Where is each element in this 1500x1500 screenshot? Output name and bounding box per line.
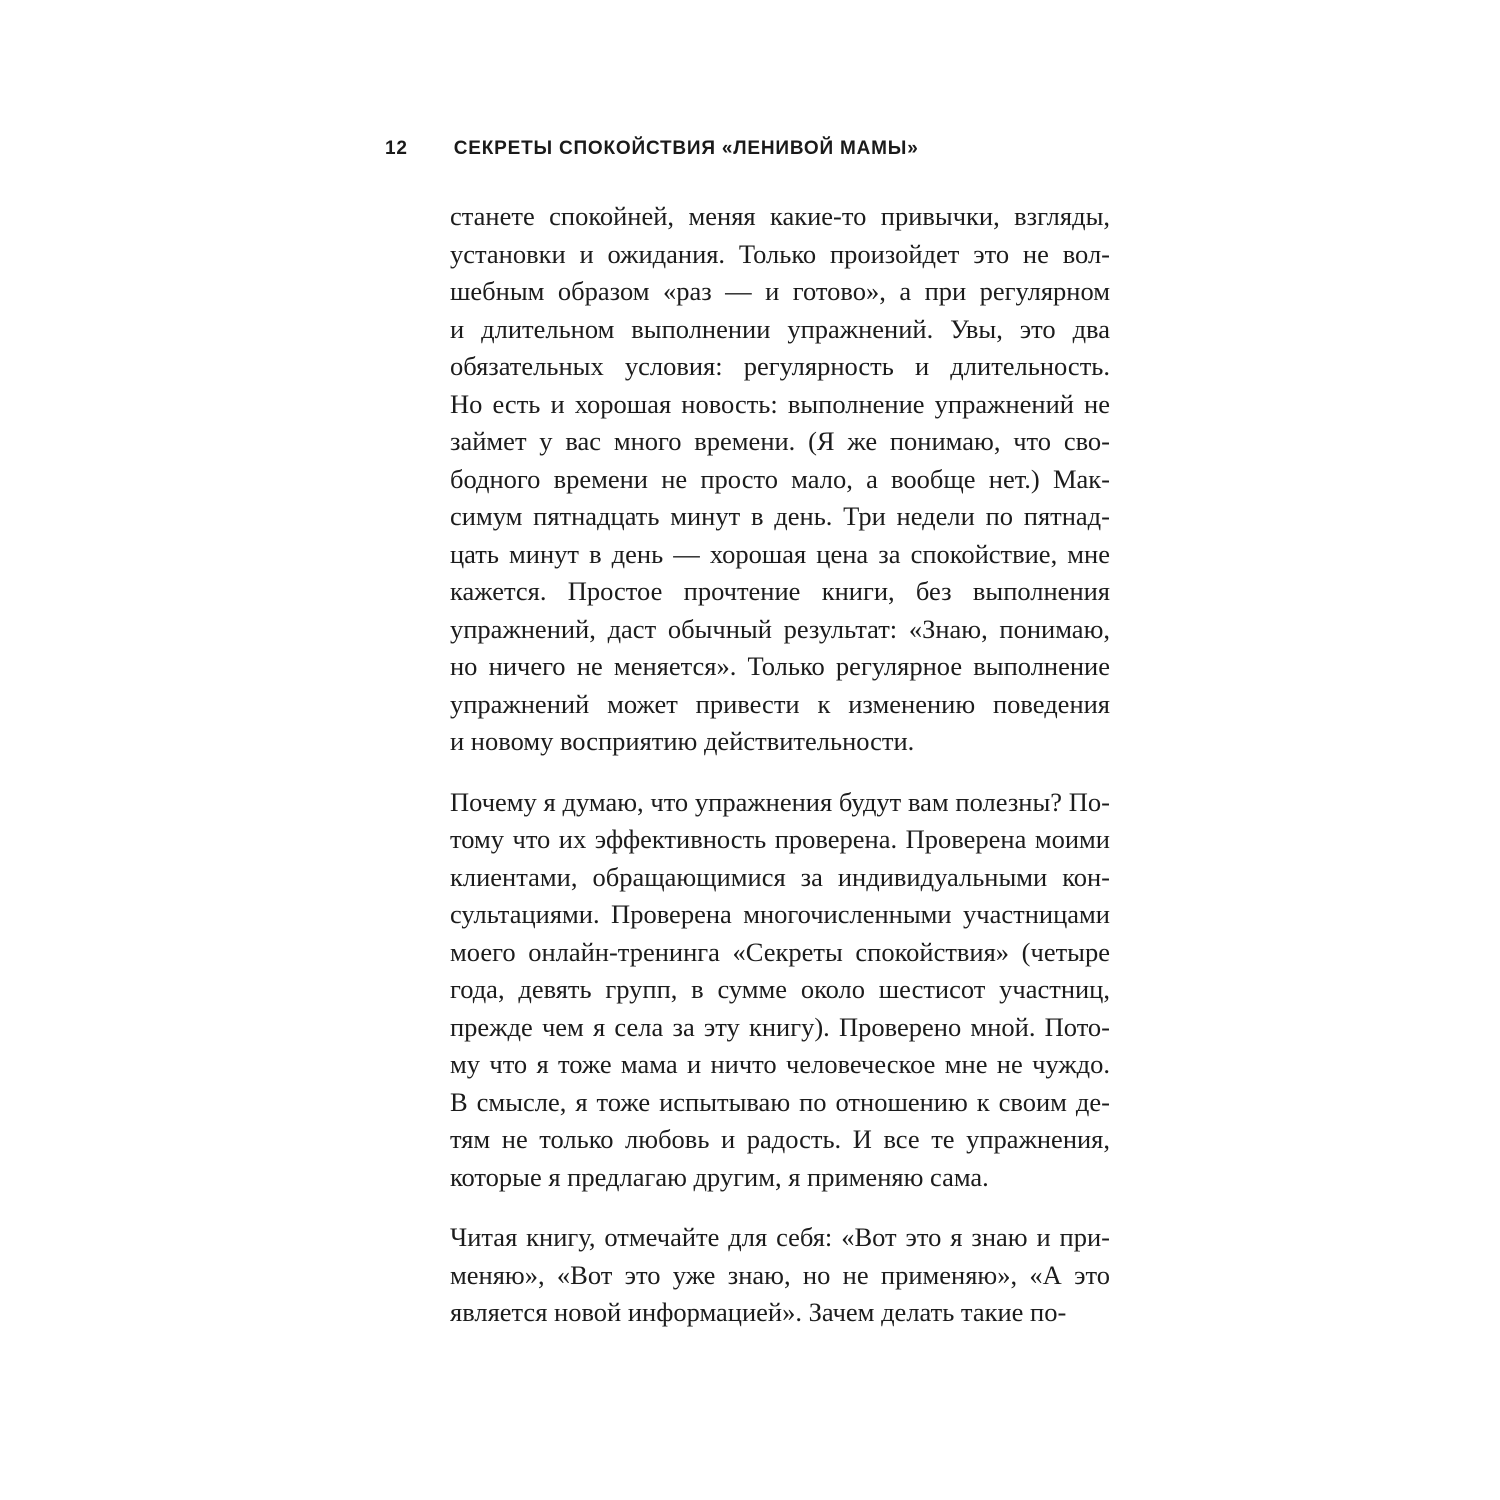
paragraph xyxy=(450,784,1110,1197)
page-header xyxy=(385,138,919,160)
text-line: В смысле, я тоже испытываю по отношению к своим де- xyxy=(450,1086,1110,1117)
text-line: обязательных условия: регулярность и длительность. xyxy=(450,351,1110,381)
page-number: 12 xyxy=(385,138,408,159)
text-line: меняю», «Вот это уже знаю, но не применяю», «А это xyxy=(450,1259,1110,1290)
running-title: СЕКРЕТЫ СПОКОЙСТВИЯ «ЛЕНИВОЙ МАМЫ» xyxy=(453,138,919,159)
page-body xyxy=(450,198,1110,1332)
text-line: цать минут в день — хорошая цена за спокойствие, мне xyxy=(450,538,1110,569)
text-line: тому что их эффективность проверена. Проверена моими xyxy=(450,824,1110,854)
text-line: клиентами, обращающимися за индивидуальными кон- xyxy=(450,861,1110,892)
text-line: прежде чем я села за эту книгу). Проверено мной. Пото- xyxy=(450,1011,1110,1042)
text-line: симум пятнадцать минут в день. Три недели по пятнад- xyxy=(450,501,1110,531)
text-line: но ничего не меняется». Только регулярное выполнение xyxy=(450,651,1110,681)
text-line: которые я предлагаю другим, я применяю сама. xyxy=(450,1161,989,1192)
text-line: Но есть и хорошая новость: выполнение упражнений не xyxy=(450,388,1110,419)
text-line: является новой информацией». Зачем делать такие по- xyxy=(450,1297,1067,1327)
text-line: кажется. Простое прочтение книги, без выполнения xyxy=(450,576,1110,606)
paragraph xyxy=(450,198,1110,761)
text-line: упражнений может привести к изменению поведения xyxy=(450,688,1110,719)
text-line: станете спокойней, меняя какие-то привычки, взгляды, xyxy=(450,201,1110,231)
text-line: установки и ожидания. Только произойдет это не вол- xyxy=(450,238,1110,269)
text-line: бодного времени не просто мало, а вообще нет.) Мак- xyxy=(450,463,1110,494)
paragraph xyxy=(450,1219,1110,1332)
text-line: года, девять групп, в сумме около шестисот участниц, xyxy=(450,974,1110,1004)
text-line: Почему я думаю, что упражнения будут вам полезны? По- xyxy=(450,786,1110,817)
text-line: сультациями. Проверена многочисленными участницами xyxy=(450,899,1110,929)
text-line: и новому восприятию действительности. xyxy=(450,726,915,756)
text-line: Читая книгу, отмечайте для себя: «Вот это я знаю и при- xyxy=(450,1222,1110,1252)
text-line: шебным образом «раз — и готово», а при регулярном xyxy=(450,276,1110,306)
text-line: моего онлайн-тренинга «Секреты спокойствия» (четыре xyxy=(450,936,1110,967)
text-line: и длительном выполнении упражнений. Увы, это два xyxy=(450,313,1110,344)
text-line: упражнений, даст обычный результат: «Знаю, понимаю, xyxy=(450,613,1110,644)
text-line: тям не только любовь и радость. И все те упражнения, xyxy=(450,1124,1110,1154)
text-line: займет у вас много времени. (Я же понимаю, что сво- xyxy=(450,426,1110,456)
text-line: му что я тоже мама и ничто человеческое мне не чуждо. xyxy=(450,1049,1110,1079)
